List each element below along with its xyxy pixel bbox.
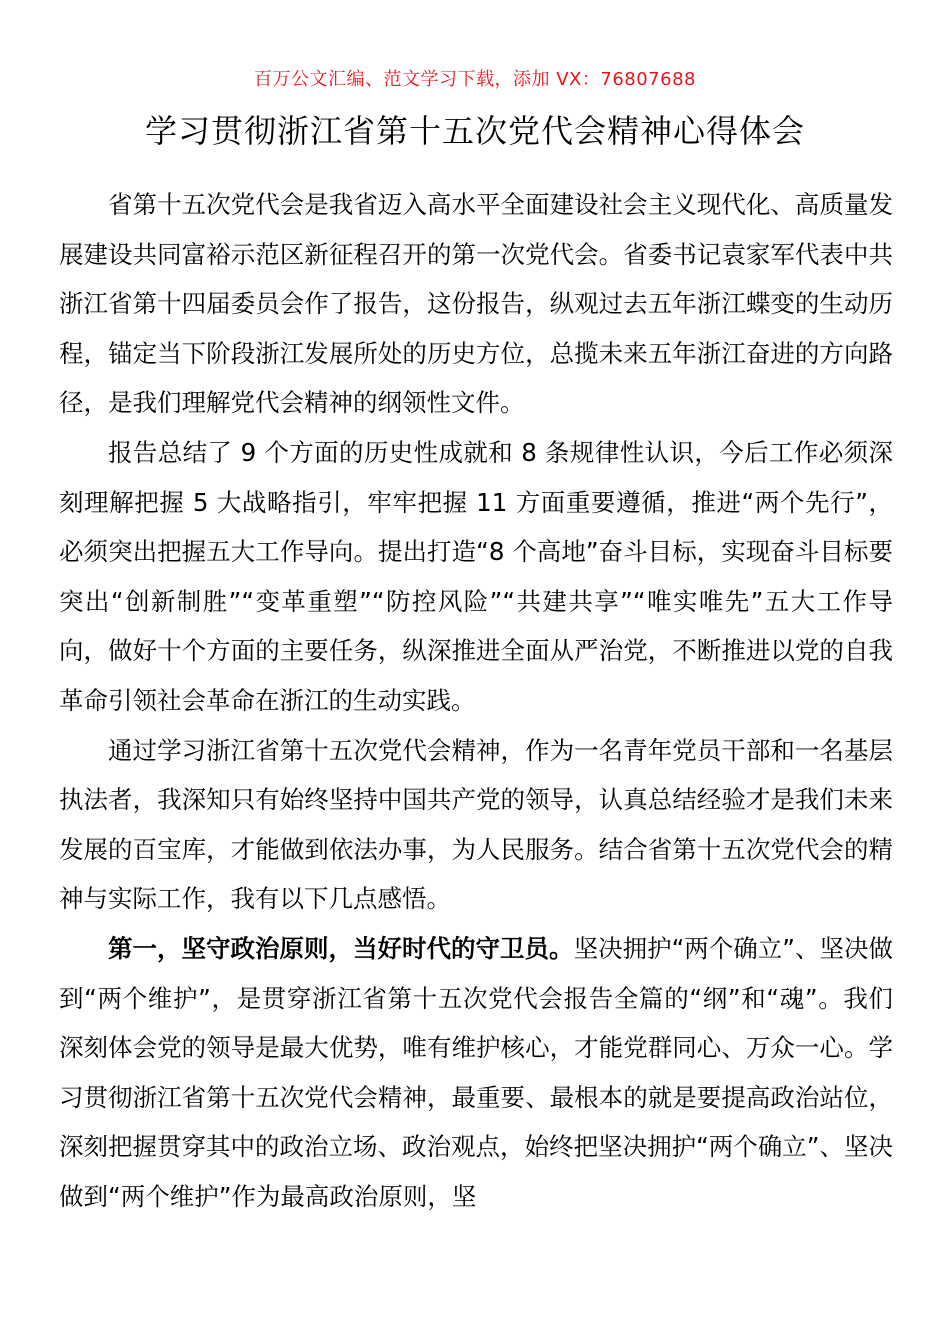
paragraph-text: 报告总结了 9 个方面的历史性成就和 8 条规律性认识，今后工作必须深刻理解把握 5 大战略指引，牢牢把握 11 方面重要遵循，推进“两个先行”，必须突出把握五大工作导向。提出打造“8 个高地”奋斗目标，实现奋斗目标要突出“创新制胜”“变革重塑”“防控风险”“共建共享”“唯实唯先”五大工作导向，做好十个方面的主要任务，纵深推进全面从严治党，不断推进以党的自我革命引领社会革命在浙江的生动实践。 [59, 437, 893, 715]
paragraph-1 [59, 180, 893, 428]
paragraph-4 [59, 924, 893, 1222]
paragraph-text: 通过学习浙江省第十五次党代会精神，作为一名青年党员干部和一名基层执法者，我深知只有始终坚持中国共产党的领导，认真总结经验才是我们未来发展的百宝库，才能做到依法办事，为人民服务。结合省第十五次党代会的精神与实际工作，我有以下几点感悟。 [59, 735, 893, 914]
paragraph-3 [59, 726, 893, 924]
paragraph-lead-heading: 第一，坚守政治原则，当好时代的守卫员。 [108, 933, 574, 963]
promo-banner: 百万公文汇编、范文学习下载，添加 VX：76807688 [254, 69, 696, 90]
paragraph-2 [59, 428, 893, 726]
document-body [59, 180, 893, 1221]
document-title: 学习贯彻浙江省第十五次党代会精神心得体会 [144, 112, 805, 150]
paragraph-text: 省第十五次党代会是我省迈入高水平全面建设社会主义现代化、高质量发展建设共同富裕示范区新征程召开的第一次党代会。省委书记袁家军代表中共浙江省第十四届委员会作了报告，这份报告，纵观过去五年浙江蝶变的生动历程，锚定当下阶段浙江发展所处的历史方位，总揽未来五年浙江奋进的方向路径，是我们理解党代会精神的纲领性文件。 [59, 190, 893, 418]
paragraph-text: 坚决拥护“两个确立”、坚决做到“两个维护”，是贯穿浙江省第十五次党代会报告全篇的“纲”和“魂”。我们深刻体会党的领导是最大优势，唯有维护核心，才能党群同心、万众一心。学习贯彻浙江省第十五次党代会精神，最重要、最根本的就是要提高政治站位，深刻把握贯穿其中的政治立场、政治观点，始终把坚决拥护“两个确立”、坚决做到“两个维护”作为最高政治原则，坚 [59, 933, 894, 1211]
